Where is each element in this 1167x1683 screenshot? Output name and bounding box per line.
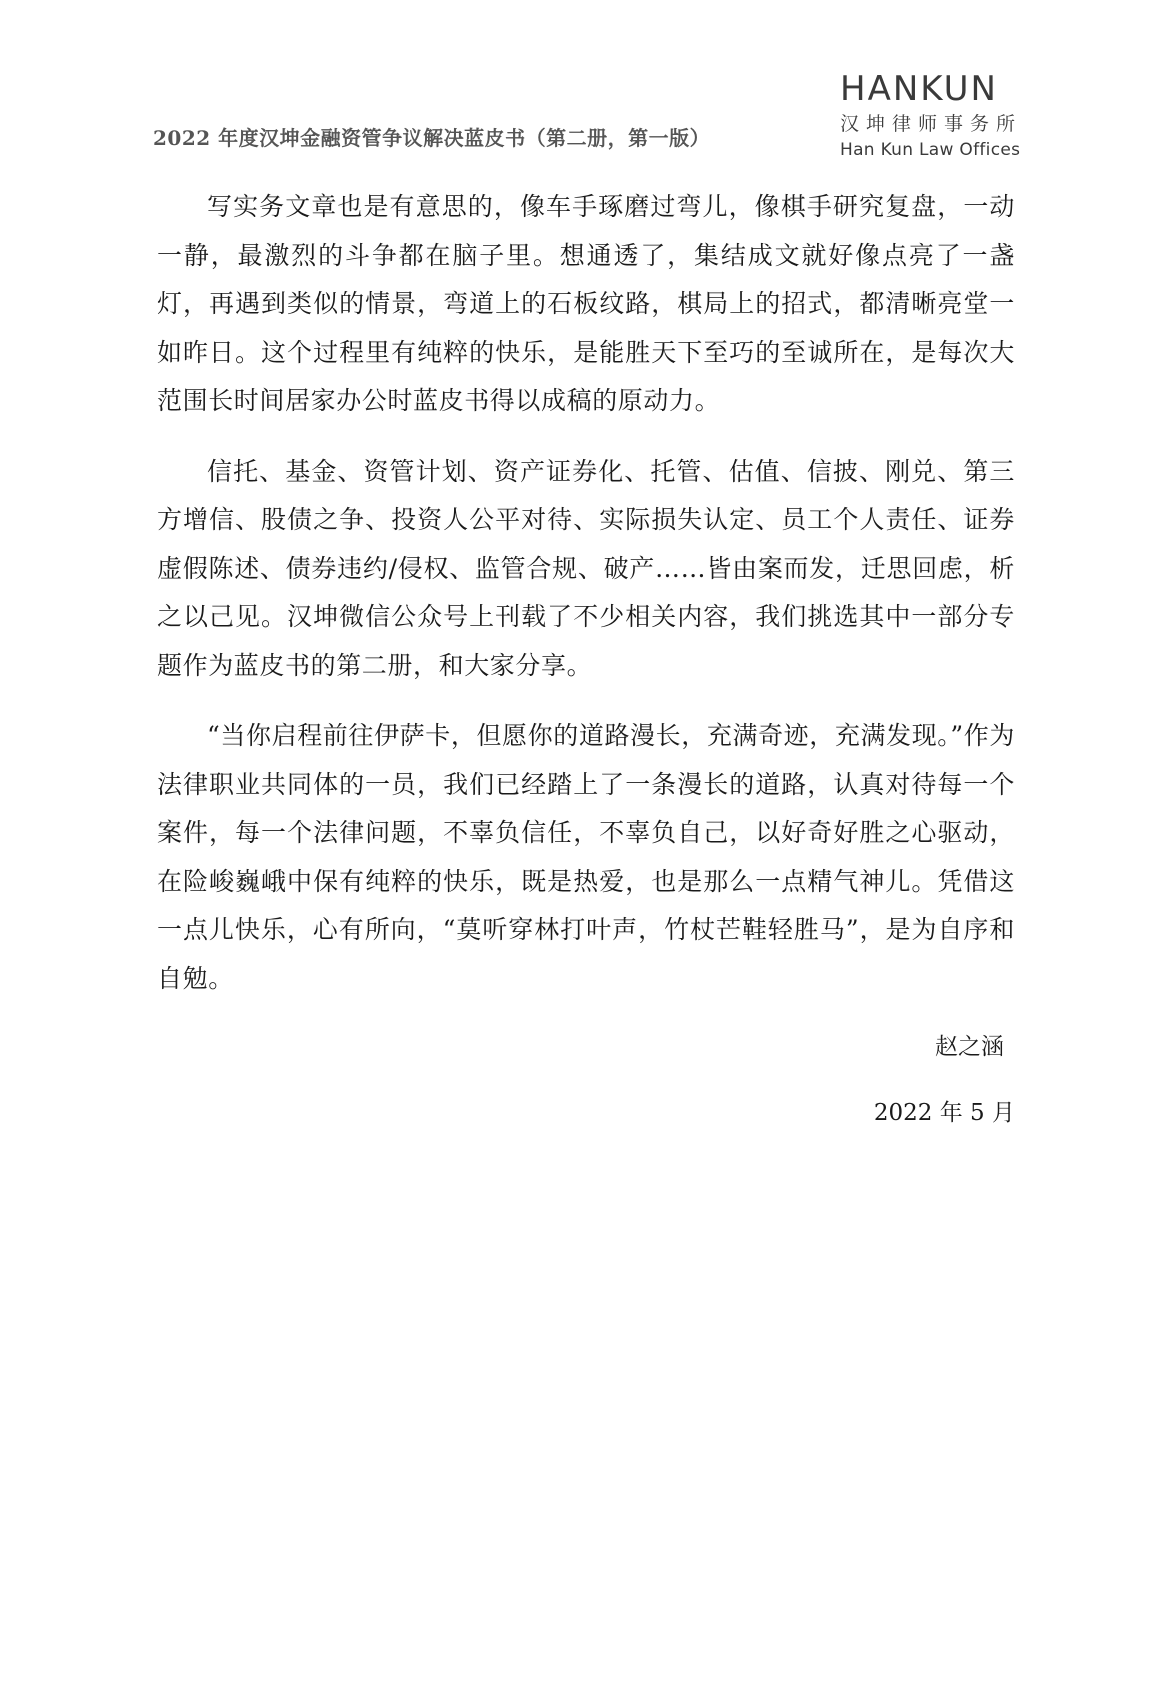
paragraph-1: 写实务文章也是有意思的，像车手琢磨过弯儿，像棋手研究复盘，一动一静，最激烈的斗争都在脑子里。想通透了，集结成文就好像点亮了一盏灯，再遇到类似的情景，弯道上的石板纹路，棋局上的招式，都清晰亮堂一如昨日。这个过程里有纯粹的快乐，是能胜天下至巧的至诚所在，是每次大范围长时间居家办公时蓝皮书得以成稿的原动力。	[157, 192, 1015, 415]
logo-wordmark: HANKUN	[840, 69, 998, 109]
paragraph-2: 信托、基金、资管计划、资产证券化、托管、估值、信披、刚兑、第三方增信、股债之争、投资人公平对待、实际损失认定、员工个人责任、证券虚假陈述、债券违约/侵权、监管合规、破产……皆由案而发，迁思回虑，析之以己见。汉坤微信公众号上刊载了不少相关内容，我们挑选其中一部分专题作为蓝皮书的第二册，和大家分享。	[157, 456, 1015, 680]
logo-english-name: Han Kun Law Offices	[840, 140, 1021, 160]
hankun-logo	[840, 70, 1030, 162]
preface-body	[157, 183, 1015, 1025]
document-header-title: 2022 年度汉坤金融资管争议解决蓝皮书（第二册，第一版）	[153, 126, 711, 150]
paragraph-3: “当你启程前往伊萨卡，但愿你的道路漫长，充满奇迹，充满发现。”作为法律职业共同体的一员，我们已经踏上了一条漫长的道路，认真对待每一个案件，每一个法律问题，不辜负信任，不辜负自己，以好奇好胜之心驱动，在险峻巍峨中保有纯粹的快乐，既是热爱，也是那么一点精气神儿。凭借这一点儿快乐，心有所向，“莫听穿林打叶声，竹杖芒鞋轻胜马”，是为自序和自勉。	[157, 721, 1015, 993]
logo-chinese-name: 汉坤律师事务所	[840, 113, 1023, 135]
author-signature: 赵之涵	[935, 1034, 1004, 1060]
signature-date: 2022 年 5 月	[873, 1100, 1015, 1126]
